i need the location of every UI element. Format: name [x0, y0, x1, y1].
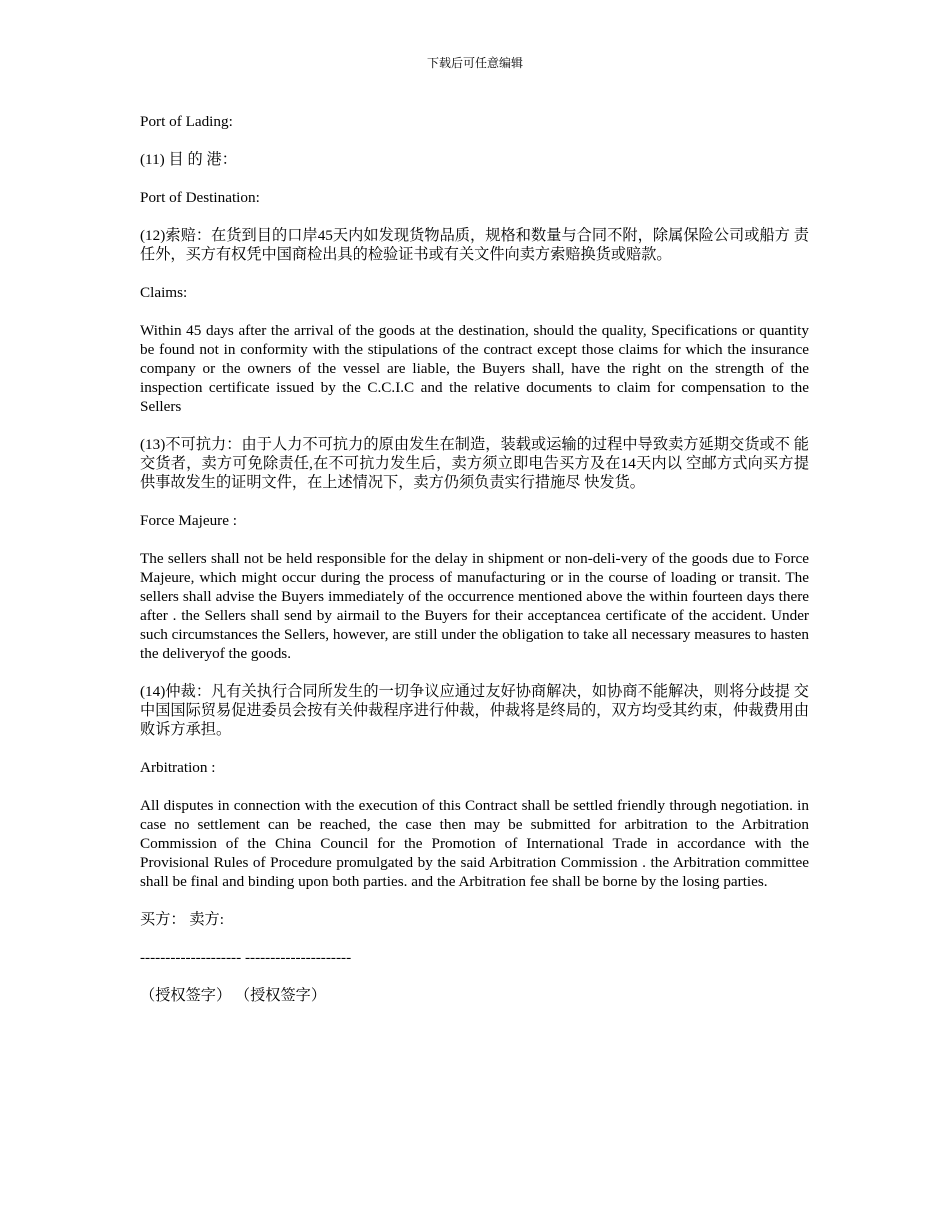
force-majeure-clause-en: The sellers shall not be held responsible for the delay in shipment or non-deli-very of the goods due to Force Majeure, which might occur during the process of manufacturing or in the course of loading or transit. The sellers shall advise the Buyers immediately of the occurrence mentioned above the within fourteen days there after . the Sellers shall send by airmail to the Buyers for their acceptancea certificate of the accident. Under such circumstances the Sellers, however, are still under the obligation to take all necessary measures to hasten the deliveryof the goods.	[140, 550, 809, 662]
arbitration-clause-en: All disputes in connection with the execution of this Contract shall be settled friendly through negotiation. in case no settlement can be reached, the case then may be submitted for arbitration to the Arbitration Commission of the China Council for the Promotion of International Trade in accordance with the Provisional Rules of Procedure promulgated by the said Arbitration Commission . the Arbitration committee shall be final and binding upon both parties. and the Arbitration fee shall be borne by the losing parties.	[140, 797, 809, 890]
page-header: 下载后可任意编辑	[426, 56, 523, 70]
destination-port-clause-cn: (11) 目 的 港：	[140, 151, 237, 168]
force-majeure-clause-cn: (13)不可抗力：由于人力不可抗力的原由发生在制造，装载或运输的过程中导致卖方延期交货或不 能交货者，卖方可免除责任,在不可抗力发生后，卖方须立即电告买方及在14天内以 空邮方式向买方提供事故发生的证明文件，在上述情况下，卖方仍须负责实行措施尽 快发货。	[140, 436, 809, 491]
signature-lines: -------------------- ---------------------	[140, 949, 352, 966]
arbitration-clause-cn: (14)仲裁：凡有关执行合同所发生的一切争议应通过友好协商解决，如协商不能解决，则将分歧提 交中国国际贸易促进委员会按有关仲裁程序进行仲裁，仲裁将是终局的，双方均受其约束，仲裁费用由败诉方承担。	[140, 683, 809, 738]
arbitration-heading: Arbitration :	[140, 759, 216, 776]
port-of-lading-label: Port of Lading:	[140, 113, 233, 130]
document-body	[140, 112, 809, 1024]
signature-authorized: （授权签字） （授权签字）	[140, 987, 327, 1004]
claims-clause-en: Within 45 days after the arrival of the goods at the destination, should the quality, Specifications or quantity be found not in conformity with the stipulations of the contract except those claims for which the insurance company or the owners of the vessel are liable, the Buyers shall, have the right on the strength of the inspection certificate issued by the C.C.I.C and the relative documents to claim for compensation to the Sellers	[140, 322, 809, 415]
force-majeure-heading: Force Majeure :	[140, 512, 237, 529]
claims-clause-cn: (12)索赔：在货到目的口岸45天内如发现货物品质，规格和数量与合同不附，除属保险公司或船方 责任外，买方有权凭中国商检出具的检验证书或有关文件向卖方索赔换货或赔款。	[140, 227, 809, 263]
signature-parties: 买方： 卖方:	[140, 911, 224, 928]
port-of-destination-label: Port of Destination:	[140, 189, 260, 206]
claims-heading: Claims:	[140, 284, 188, 301]
